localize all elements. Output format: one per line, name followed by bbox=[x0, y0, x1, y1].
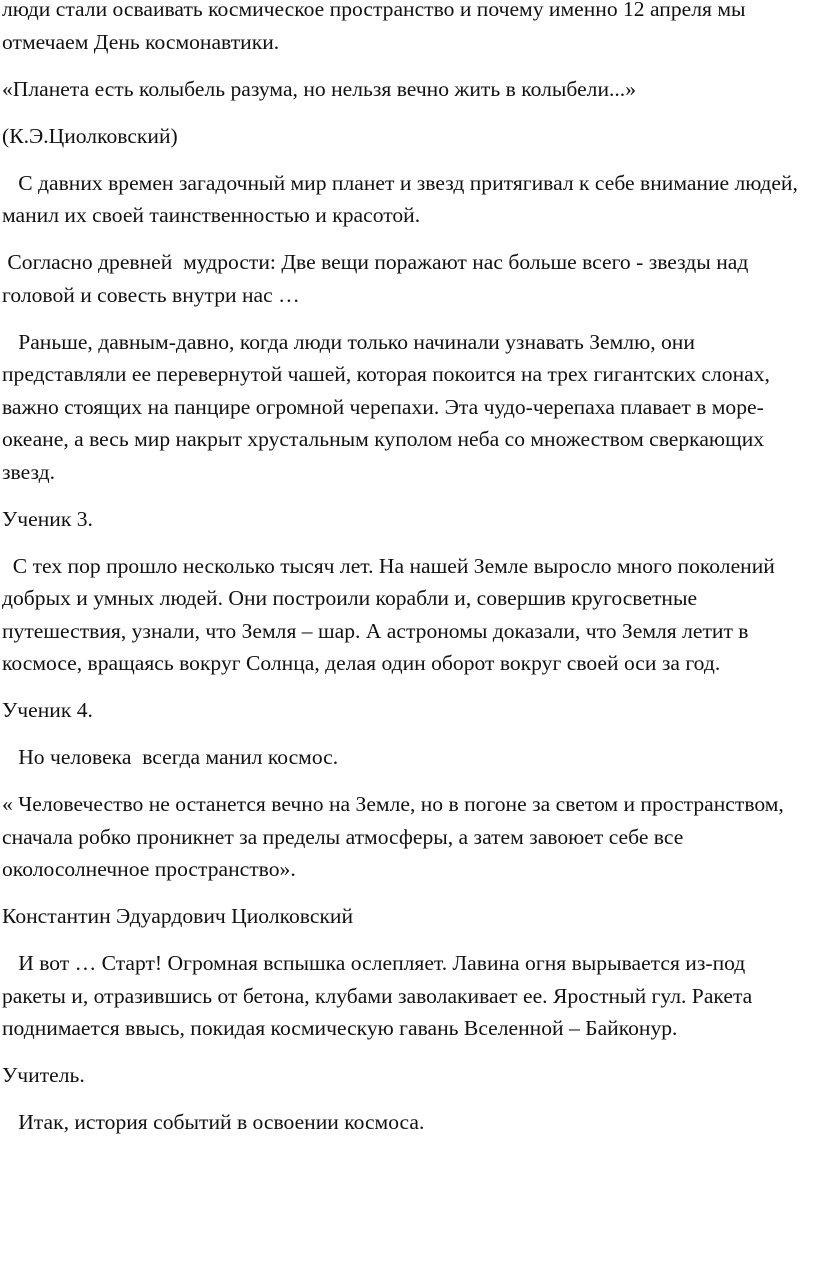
paragraph-turtle-myth: Раньше, давным-давно, когда люди только начинали узнавать Землю, они представляли ее перевернутой чашей, которая покоится на трех гигантских слонах, важно стоящих на панцире огромной черепахи. Эта чудо-черепаха плавает в море-океане, а весь мир накрыт хрустальным куполом неба со множеством сверкающих звезд. bbox=[2, 329, 776, 484]
paragraph-quote: «Планета есть колыбель разума, но нельзя вечно жить в колыбели...» bbox=[2, 76, 636, 101]
paragraph-quote-author: (К.Э.Циолковский) bbox=[2, 123, 178, 148]
paragraph-earth-sphere: С тех пор прошло несколько тысяч лет. На нашей Земле выросло много поколений добрых и умных людей. Они построили корабли и, совершив кругосветные путешествия, узнали, что Земля – шар. А астрономы доказали, что Земля летит в космосе, вращаясь вокруг Солнца, делая один оборот вокруг своей оси за год. bbox=[2, 553, 781, 675]
paragraph-space-history: Итак, история событий в освоении космоса. bbox=[2, 1110, 425, 1134]
paragraph-rocket-launch: И вот … Старт! Огромная вспышка ослепляет. Лавина огня вырывается из-под ракеты и, отразившись от бетона, клубами заволакивает ее. Яростный гул. Ракета поднимается ввысь, покидая космическую гавань Вселенной – Байконур. bbox=[2, 951, 758, 1040]
paragraph-ancient-times: С давних времен загадочный мир планет и звезд притягивал к себе внимание людей, манил их своей таинственностью и красотой. bbox=[2, 170, 804, 227]
paragraph-space-calling: Но человека всегда манил космос. bbox=[2, 745, 339, 769]
speaker-teacher: Учитель. bbox=[2, 1063, 85, 1087]
paragraph-humanity-quote-author: Константин Эдуардович Циолковский bbox=[2, 904, 354, 928]
paragraph-intro-continuation: люди стали осваивать космическое пространство и почему именно 12 апреля мы отмечаем День космонавтики. bbox=[2, 0, 751, 54]
speaker-student-4: Ученик 4. bbox=[2, 698, 93, 722]
speaker-student-3: Ученик 3. bbox=[2, 506, 93, 531]
paragraph-ancient-wisdom: Согласно древней мудрости: Две вещи поражают нас больше всего - звезды над головой и совесть внутри нас … bbox=[2, 250, 754, 307]
paragraph-humanity-quote: « Человечество не останется вечно на Земле, но в погоне за светом и пространством, сначала робко проникнет за пределы атмосферы, а затем завоюет себе все околосолнечное пространство». bbox=[2, 792, 790, 881]
